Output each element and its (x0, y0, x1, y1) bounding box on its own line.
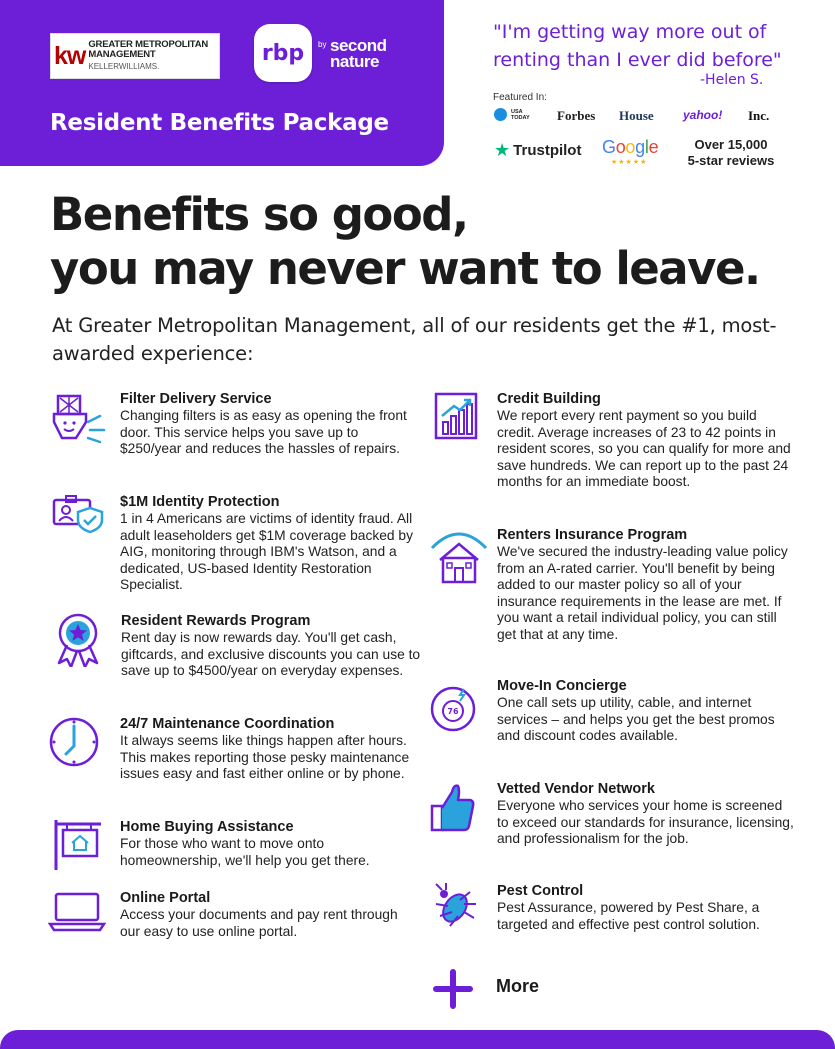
benefit-title: Pest Control (497, 883, 584, 899)
benefit-description: Changing filters is as easy as opening the front door. This service helps you save up to $250/year and reduces the hassles of repairs. (120, 408, 407, 457)
benefit-title: Online Portal (120, 890, 211, 906)
house-logo: House (619, 108, 654, 123)
usa-today-logo (494, 108, 533, 121)
benefit-description: Rent day is now rewards day. You'll get cash, giftcards, and exclusive discounts you can use to save up to $4500/year on everyday expenses. (121, 630, 421, 679)
benefit-title: 24/7 Maintenance Coordination (120, 716, 335, 732)
testimonial-author: -Helen S. (700, 72, 764, 88)
benefit-filter-delivery (120, 390, 420, 458)
header-panel (0, 0, 444, 166)
benefit-vetted-vendor (497, 780, 797, 848)
benefit-identity-protection (120, 493, 420, 594)
kw-mark: kw (54, 41, 86, 70)
benefit-title: Home Buying Assistance (120, 819, 294, 835)
trustpilot-logo (494, 140, 581, 161)
kw-company-line1: GREATER METROPOLITAN (88, 39, 209, 50)
reviews-line2: 5-star reviews (687, 153, 775, 168)
second-nature-logo: second nature (330, 36, 387, 71)
headline (50, 188, 760, 296)
identity-shield-icon (52, 494, 104, 534)
benefit-pest-control (497, 882, 797, 933)
usa-today-text: USA TODAY (511, 108, 530, 121)
google-text: Google (602, 137, 659, 157)
benefit-move-in-concierge (497, 677, 797, 745)
benefit-maintenance-coordination (120, 715, 420, 783)
footer-band (0, 1030, 835, 1049)
benefit-description: 1 in 4 Americans are victims of identity fraud. All adult leaseholders get $1M coverage backed by AIG, monitoring through IBM's Watson, and a dedicated, US-based Identity Restoration Specialist. (120, 511, 413, 593)
keller-williams-logo (50, 33, 220, 79)
bug-icon (430, 882, 478, 930)
kw-brand-line: KELLERWILLIAMS. (88, 62, 160, 71)
house-sign-icon (53, 818, 105, 872)
insured-house-icon (428, 526, 490, 586)
benefit-renters-insurance (497, 526, 797, 644)
featured-in-label: Featured In: (493, 92, 547, 103)
clock-icon (48, 716, 100, 768)
headline-line2: you may never want to leave. (50, 242, 760, 295)
thumbs-up-icon (428, 780, 478, 836)
benefit-title: Credit Building (497, 391, 601, 407)
benefit-title: Move-In Concierge (497, 678, 627, 694)
filter-delivery-icon (46, 392, 108, 448)
benefit-description: For those who want to move onto homeownership, we'll help you get there. (120, 836, 370, 868)
benefit-title: Vetted Vendor Network (497, 781, 655, 797)
trustpilot-text: Trustpilot (513, 142, 582, 159)
package-title: Resident Benefits Package (50, 110, 389, 136)
laptop-icon (48, 892, 106, 932)
benefit-description: Access your documents and pay rent through our easy to use online portal. (120, 907, 398, 939)
inc-logo: Inc. (748, 108, 770, 123)
reviews-count (686, 137, 776, 169)
benefit-online-portal (120, 889, 420, 940)
benefit-description: We report every rent payment so you build credit. Average increases of 23 to 42 points in resident scores, so you can qualify for more and save hundreds. We can report up to the past 24 months for an immediate boost. (497, 408, 791, 490)
benefit-description: We've secured the industry-leading value policy from an A-rated carrier. You'll benefit by being added to our master policy so all of your insurance requirements in the lease are met. If you want a retail individual policy, you can still get that at any time. (497, 544, 788, 642)
benefit-title: $1M Identity Protection (120, 494, 280, 510)
benefit-description: It always seems like things happen after hours. This makes reporting those pesky maintenance issues easy and fast either online or by phone. (120, 733, 410, 782)
google-logo (602, 137, 658, 158)
usa-today-dot-icon (494, 108, 507, 121)
benefit-resident-rewards (121, 612, 421, 680)
benefit-title: Filter Delivery Service (120, 391, 272, 407)
google-rating-stars: ★★★★★ (611, 159, 648, 166)
benefit-description: Pest Assurance, powered by Pest Share, a targeted and effective pest control solution. (497, 900, 760, 932)
benefit-credit-building (497, 390, 797, 491)
svg-text:76: 76 (447, 707, 459, 716)
rbp-logo (254, 24, 312, 82)
testimonial-quote: "I'm getting way more out of renting than I ever did before" (493, 21, 782, 71)
benefit-description: One call sets up utility, cable, and internet services – and helps you get the best promos and discount codes available. (497, 695, 775, 744)
kw-company-line2: MANAGEMENT (88, 49, 156, 60)
award-ribbon-icon (53, 613, 103, 667)
benefit-title: Resident Rewards Program (121, 613, 311, 629)
thermostat-icon (428, 684, 478, 734)
more-label: More (496, 976, 540, 996)
second-nature-by: by (318, 40, 327, 49)
plus-icon (432, 968, 474, 1010)
trustpilot-star-icon: ★ (494, 140, 511, 160)
reviews-line1: Over 15,000 (694, 137, 768, 152)
yahoo-logo: yahoo! (683, 108, 723, 122)
forbes-logo: Forbes (557, 108, 596, 123)
intro-text: At Greater Metropolitan Management, all of our residents get the #1, most-awarded experience: (52, 314, 777, 365)
credit-chart-icon (434, 392, 478, 440)
benefit-title: Renters Insurance Program (497, 527, 688, 543)
benefit-description: Everyone who services your home is screened to exceed our standards for insurance, licensing, and professionalism for the job. (497, 798, 794, 847)
headline-line1: Benefits so good, (50, 188, 468, 241)
rbp-logo-text: rbp (261, 40, 305, 66)
benefit-home-buying (120, 818, 420, 869)
